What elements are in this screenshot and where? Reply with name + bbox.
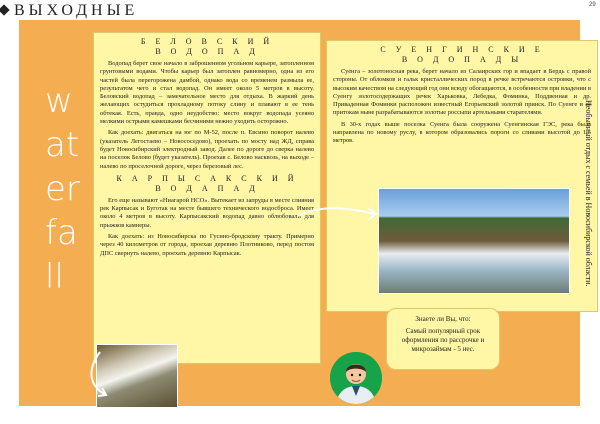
big-word-fa: fa: [45, 213, 78, 253]
curved-arrow-icon-right: [296, 196, 380, 226]
page-number: 29: [589, 2, 596, 8]
suenga-title-line1: С У Е Н Г И Н С К И Е: [380, 45, 544, 54]
person-icon: [330, 352, 382, 404]
waterfall-photo-suenga: [378, 188, 570, 294]
big-word-at: at: [45, 125, 80, 165]
belovsky-paragraph-2: Как доехать: двигаться на юг по М-52, после п. Евсино поворот налево (указатель Легостаево – Новососедово), проехать по мосту над ЖД, справа будет Новосибирский электродный завод. Далее по дороге до сверка налево на поселок Белово (будет указатель). Проехав с. Белово насквозь, на выходе – налево по проселочной дороге, через березовый лес.: [100, 129, 314, 170]
karpysaksky-paragraph-2: Как доехать: из Новосибирска по Гусино-бродскому тракту. Примерно через 40 километров от города, проехав деревню Плотниково, перед постом ДПС свернуть налево, проехать деревню Карпысак.: [100, 233, 314, 257]
avatar: [330, 352, 382, 404]
big-word-ll: ll: [45, 257, 64, 297]
did-you-know-bubble: [386, 308, 500, 370]
did-you-know-text: Самый популярный срок оформления по рассрочке и микрозаймам - 5 нес.: [401, 327, 485, 353]
karpysaksky-title-line2: В О Д А П А Д: [155, 183, 259, 193]
page-title: ВЫХОДНЫЕ: [14, 2, 139, 19]
karpysaksky-title-line1: К А Р П Ы С А К С К И Й: [116, 173, 298, 183]
suenga-paragraph-2: В 30-х годах выше поселка Суенга была сооружена Суенгинская ГЭС, река была направлена по новому руслу, в котором образовались пороги со сливами высотой до 1,5 метров.: [333, 120, 591, 145]
belovsky-title-line2: В О Д О П А Д: [155, 47, 259, 56]
big-word-er: er: [45, 169, 80, 209]
left-article-card: [93, 32, 321, 364]
header-diamond-icon: [0, 4, 10, 15]
big-word-w: w: [45, 81, 73, 121]
suenga-title-line2: В О Д О П А Д Ы: [401, 55, 523, 64]
header-bar: [0, 0, 600, 22]
suenga-paragraph-1: Суенга – золотоносная река, берет начало из Салаирских гор и впадает в Бердь с правой стороны. От обломков и гальк кристаллических пород в речке встречаются островки, что с высоким качеством на следующий год они всюду обогащаются, в особенности при владении в Суенгу золотосодержащих речек Харьковка, Лебедка, Фоминка, Поддвенная и др. Приваденная Фоминки расположен известный Егорьевский золотой прииск. По Суенге и её притокам ныне разрабатываются золотые россыпи артельными старателями.: [333, 68, 591, 117]
side-note-text: Необычный отдых с семьей в Новосибирской области.: [584, 100, 593, 287]
belovsky-paragraph-1: Водопад берет свое начало в заброшенном угольном карьере, затопленном грунтовыми водами. Чтобы карьер был затоплен равномерно, одна из его частей была перегорожена дамбой, однако вода со временем размыла ее, результатом чего и стал водопад. Он имеет около 5 метров в высоту. Беловский водопад – замечательное место для отдыха. В жаркий день желающих остудиться прохладному потоку слину и плавают в ее тень обтекая. Есть, правда, одно неудобство: место вокруг водопада усеяно мелкими острыми камешками бесчиними нежно уходить осторожно.: [100, 60, 314, 126]
did-you-know-heading: Знаете ли Вы, что:: [415, 315, 471, 323]
curved-arrow-icon-left: [86, 350, 114, 400]
side-note: [584, 100, 598, 400]
belovsky-title-line1: Б Е Л О В С К И Й: [140, 37, 274, 46]
karpysaksky-paragraph-1: Его еще называют «Ниагарой НСО». Вытекает из запруды в месте слияния рек Карпысак и Буготак на месте бывшего технического водосброса. Имеет около 4 метров в высоту. Карпысакский водопад давно облюбовали для прыжков камнеры.: [100, 196, 314, 229]
